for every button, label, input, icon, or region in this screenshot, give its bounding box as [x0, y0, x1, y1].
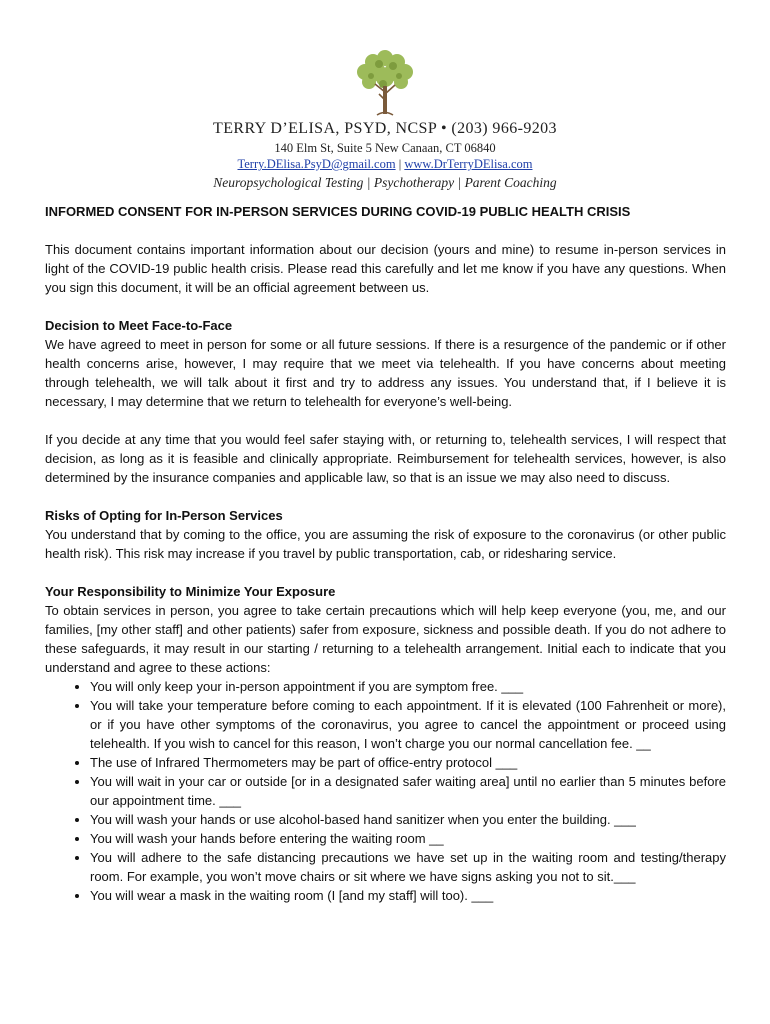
section-heading: Decision to Meet Face-to-Face — [45, 318, 233, 333]
email-link[interactable]: Terry.DElisa.PsyD@gmail.com — [237, 157, 396, 171]
list-item: • The use of Infrared Thermometers may be part of office-entry protocol ___ — [90, 753, 726, 772]
services-line: Neuropsychological Testing | Psychotherapy | Parent Coaching — [213, 175, 557, 190]
link-separator: | — [398, 157, 402, 171]
list-item: • You will take your temperature before coming to each appointment. If it is elevated (100 Fahrenheit or more), or if you have other symptoms of the coronavirus, you agree to cancel the appointment or proceed using telehealth. If you wish to cancel for this reason, I won’t charge you our normal cancellation fee. __ — [90, 696, 726, 753]
section-paragraph: If you decide at any time that you would feel safer staying with, or returning to, telehealth services, I will respect that decision, as long as it is feasible and clinically appropriate. Reimbursement for telehealth services, however, is also determined by the insurance companies and applicable law, so that is an issue we may also need to discuss. — [45, 432, 726, 485]
section-risks — [45, 506, 726, 563]
tree-logo-icon — [353, 48, 417, 118]
list-item: • You will adhere to the safe distancing precautions we have set up in the waiting room and testing/therapy room. For example, you won’t move chairs or sit where we have signs asking you not to sit.___ — [90, 848, 726, 886]
section-paragraph: You understand that by coming to the office, you are assuming the risk of exposure to the coronavirus (or other public health risk). This risk may increase if you travel by public transportation, cab, or ridesharing service. — [45, 527, 726, 561]
letterhead — [0, 48, 770, 193]
section-paragraph: We have agreed to meet in person for some or all future sessions. If there is a resurgence of the pandemic or if other health concerns arise, however, I may require that we meet via telehealth. If you have concerns about meeting through telehealth, we will talk about it first and try to address any issues. You understand that, if I believe it is necessary, I may determine that we return to telehealth for everyone’s well-being. — [45, 337, 726, 409]
document-body — [45, 202, 726, 905]
section-heading: Your Responsibility to Minimize Your Exposure — [45, 584, 336, 599]
section-responsibility — [45, 582, 726, 905]
section-decision — [45, 316, 726, 487]
precaution-list — [45, 677, 726, 905]
practitioner-name: TERRY D’ELISA, PSYD, NCSP • (203) 966-9203 — [213, 120, 557, 137]
section-heading: Risks of Opting for In-Person Services — [45, 508, 283, 523]
document-title: INFORMED CONSENT FOR IN-PERSON SERVICES DURING COVID-19 PUBLIC HEALTH CRISIS — [45, 204, 631, 219]
list-item: • You will wash your hands or use alcohol-based hand sanitizer when you enter the building. ___ — [90, 810, 726, 829]
list-item: • You will wash your hands before entering the waiting room __ — [90, 829, 726, 848]
office-address: 140 Elm St, Suite 5 New Canaan, CT 06840 — [274, 141, 496, 155]
contact-links — [0, 156, 770, 173]
section-paragraph: To obtain services in person, you agree to take certain precautions which will help keep everyone (you, me, and our families, [my other staff] and other patients) safer from exposure, sickness and possible death. If you do not adhere to these safeguards, it may result in our starting / returning to a telehealth arrangement. Initial each to indicate that you understand and agree to these actions: — [45, 603, 726, 675]
list-item: • You will wait in your car or outside [or in a designated safer waiting area] until no earlier than 5 minutes before our appointment time. ___ — [90, 772, 726, 810]
list-item: • You will only keep your in-person appointment if you are symptom free. ___ — [90, 677, 726, 696]
intro-paragraph: This document contains important information about our decision (yours and mine) to resume in-person services in light of the COVID-19 public health crisis. Please read this carefully and let me know if you have any questions. When you sign this document, it will be an official agreement between us. — [45, 242, 726, 295]
list-item: • You will wear a mask in the waiting room (I [and my staff] will too). ___ — [90, 886, 726, 905]
website-link[interactable]: www.DrTerryDElisa.com — [404, 157, 533, 171]
